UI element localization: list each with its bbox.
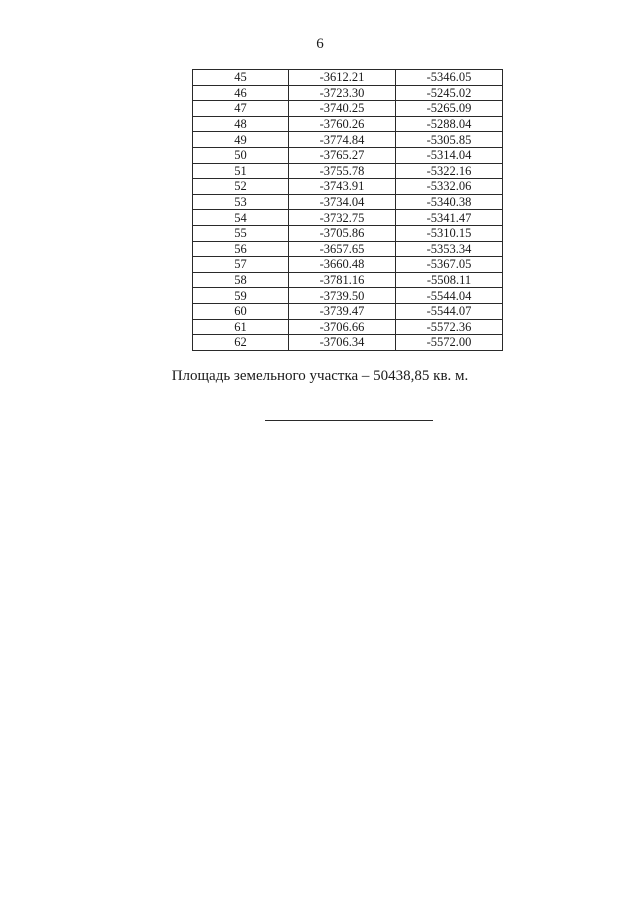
point-number-cell: 59 <box>193 288 289 304</box>
table-row <box>193 70 503 86</box>
table-row <box>193 147 503 163</box>
y-coordinate-cell: -5310.15 <box>396 225 503 241</box>
x-coordinate-cell: -3657.65 <box>289 241 396 257</box>
y-coordinate-cell: -5341.47 <box>396 210 503 226</box>
table-row <box>193 210 503 226</box>
table-row <box>193 85 503 101</box>
table-row <box>193 179 503 195</box>
x-coordinate-cell: -3706.66 <box>289 319 396 335</box>
point-number-cell: 47 <box>193 101 289 117</box>
x-coordinate-cell: -3739.50 <box>289 288 396 304</box>
point-number-cell: 54 <box>193 210 289 226</box>
end-divider-line <box>265 420 433 421</box>
point-number-cell: 52 <box>193 179 289 195</box>
x-coordinate-cell: -3755.78 <box>289 163 396 179</box>
x-coordinate-cell: -3706.34 <box>289 335 396 351</box>
table-row <box>193 101 503 117</box>
point-number-cell: 60 <box>193 303 289 319</box>
y-coordinate-cell: -5288.04 <box>396 116 503 132</box>
table-row <box>193 225 503 241</box>
y-coordinate-cell: -5346.05 <box>396 70 503 86</box>
y-coordinate-cell: -5340.38 <box>396 194 503 210</box>
point-number-cell: 57 <box>193 257 289 273</box>
point-number-cell: 62 <box>193 335 289 351</box>
x-coordinate-cell: -3734.04 <box>289 194 396 210</box>
table-row <box>193 132 503 148</box>
point-number-cell: 50 <box>193 147 289 163</box>
point-number-cell: 51 <box>193 163 289 179</box>
table-row <box>193 241 503 257</box>
point-number-cell: 55 <box>193 225 289 241</box>
x-coordinate-cell: -3765.27 <box>289 147 396 163</box>
x-coordinate-cell: -3740.25 <box>289 101 396 117</box>
y-coordinate-cell: -5544.07 <box>396 303 503 319</box>
y-coordinate-cell: -5245.02 <box>396 85 503 101</box>
coordinates-table-body <box>193 70 503 351</box>
x-coordinate-cell: -3743.91 <box>289 179 396 195</box>
y-coordinate-cell: -5332.06 <box>396 179 503 195</box>
x-coordinate-cell: -3723.30 <box>289 85 396 101</box>
y-coordinate-cell: -5544.04 <box>396 288 503 304</box>
y-coordinate-cell: -5572.00 <box>396 335 503 351</box>
y-coordinate-cell: -5353.34 <box>396 241 503 257</box>
y-coordinate-cell: -5305.85 <box>396 132 503 148</box>
coordinates-table <box>192 69 503 351</box>
table-row <box>193 194 503 210</box>
y-coordinate-cell: -5367.05 <box>396 257 503 273</box>
table-row <box>193 303 503 319</box>
table-row <box>193 257 503 273</box>
x-coordinate-cell: -3705.86 <box>289 225 396 241</box>
page-number: 6 <box>316 36 324 52</box>
y-coordinate-cell: -5572.36 <box>396 319 503 335</box>
table-row <box>193 116 503 132</box>
point-number-cell: 61 <box>193 319 289 335</box>
x-coordinate-cell: -3732.75 <box>289 210 396 226</box>
y-coordinate-cell: -5265.09 <box>396 101 503 117</box>
table-row <box>193 163 503 179</box>
x-coordinate-cell: -3781.16 <box>289 272 396 288</box>
x-coordinate-cell: -3739.47 <box>289 303 396 319</box>
point-number-cell: 49 <box>193 132 289 148</box>
land-area-statement: Площадь земельного участка – 50438,85 кв. м. <box>171 368 469 384</box>
table-row <box>193 272 503 288</box>
y-coordinate-cell: -5322.16 <box>396 163 503 179</box>
y-coordinate-cell: -5314.04 <box>396 147 503 163</box>
point-number-cell: 45 <box>193 70 289 86</box>
y-coordinate-cell: -5508.11 <box>396 272 503 288</box>
point-number-cell: 53 <box>193 194 289 210</box>
table-row <box>193 319 503 335</box>
x-coordinate-cell: -3760.26 <box>289 116 396 132</box>
table-row <box>193 288 503 304</box>
point-number-cell: 58 <box>193 272 289 288</box>
x-coordinate-cell: -3660.48 <box>289 257 396 273</box>
x-coordinate-cell: -3774.84 <box>289 132 396 148</box>
point-number-cell: 48 <box>193 116 289 132</box>
table-row <box>193 335 503 351</box>
point-number-cell: 56 <box>193 241 289 257</box>
point-number-cell: 46 <box>193 85 289 101</box>
x-coordinate-cell: -3612.21 <box>289 70 396 86</box>
